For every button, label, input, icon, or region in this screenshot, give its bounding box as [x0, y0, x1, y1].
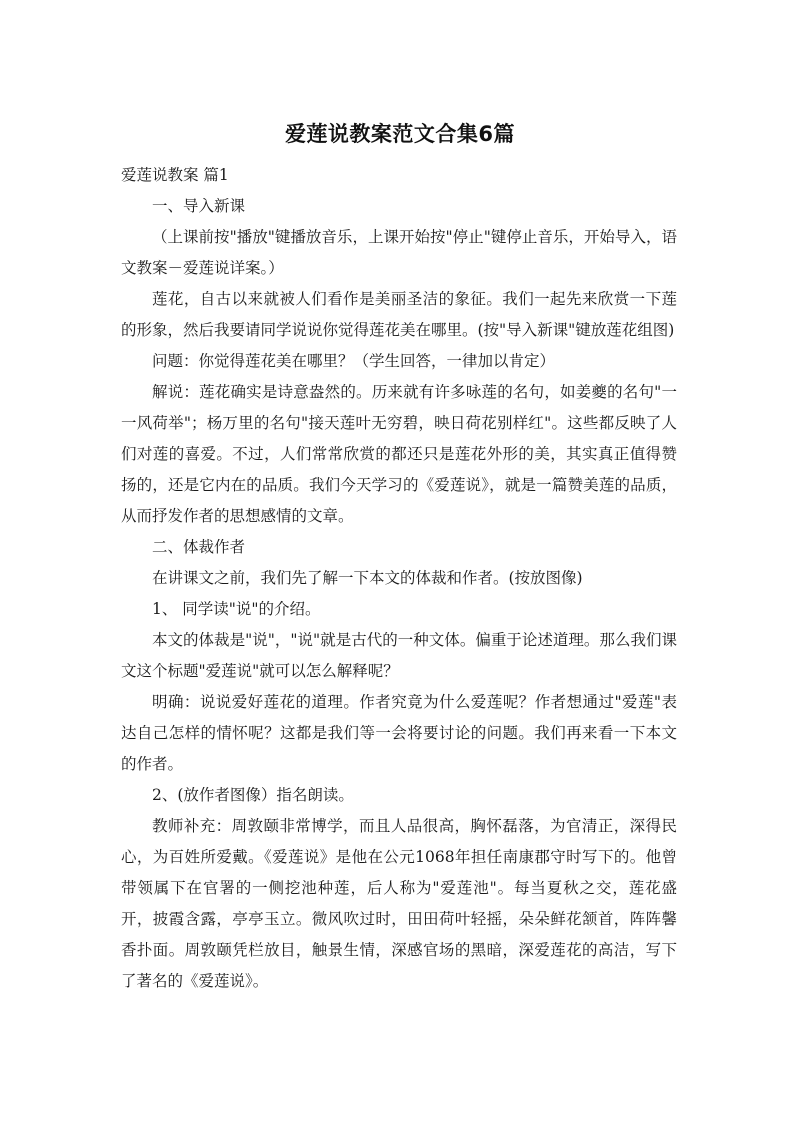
- paragraph-question: 问题：你觉得莲花美在哪里？（学生回答，一律加以肯定）: [152, 352, 556, 370]
- document-title: 爱莲说教案范文合集6篇: [284, 122, 516, 146]
- paragraph-teacher-supplement: 教师补充：周敦颐非常博学，而且人品很高，胸怀磊落，为官清正，深得民心，为百姓所爱戴。《爱莲说》是他在公元1068年担任南康郡守时写下的。他曾带领属下在官署的一侧挖池种莲，后人称为"爱莲池"。每当夏秋之交，莲花盛开，披霞含露，亭亭玉立。微风吹过时，田田荷叶轻摇，朵朵鲜花颔首，阵阵馨香扑面。周敦颐凭栏放目，触景生情，深感官场的黑暗，深爱莲花的高洁，写下了著名的《爱莲说》。: [121, 817, 677, 990]
- paragraph-lotus-symbol: 莲花，自古以来就被人们看作是美丽圣洁的象征。我们一起先来欣赏一下莲的形象，然后我要请同学说说你觉得莲花美在哪里。(按"导入新课"键放莲花组图): [121, 290, 677, 339]
- paragraph-music-instruction: （上课前按"播放"键播放音乐，上课开始按"停止"键停止音乐，开始导入，语文教案－爱莲说详案。）: [121, 228, 677, 277]
- list-item-read-intro: 1、 同学读"说"的介绍。: [152, 600, 321, 618]
- subheading-genre-author: 二、体裁作者: [152, 538, 246, 556]
- paragraph-genre: 本文的体裁是"说"，"说"就是古代的一种文体。偏重于论述道理。那么我们课文这个标题"爱莲说"就可以怎么解释呢？: [121, 631, 677, 680]
- section-heading: 爱莲说教案 篇1: [121, 166, 229, 184]
- list-item-author-image: 2、(放作者图像）指名朗读。: [152, 786, 354, 804]
- paragraph-explanation: 解说：莲花确实是诗意盎然的。历来就有许多咏莲的名句，如姜夔的名句"一一风荷举"；杨万里的名句"接天莲叶无穷碧，映日荷花别样红"。这些都反映了人们对莲的喜爱。不过，人们常常欣赏的都还只是莲花外形的美，其实真正值得赞扬的，还是它内在的品质。我们今天学习的《爱莲说》，就是一篇赞美莲的品质，从而抒发作者的思想感情的文章。: [121, 383, 677, 525]
- paragraph-clarify: 明确：说说爱好莲花的道理。作者究竟为什么爱莲呢？作者想通过"爱莲"表达自己怎样的情怀呢？这都是我们等一会将要讨论的问题。我们再来看一下本文的作者。: [121, 693, 677, 773]
- paragraph-before-lesson: 在讲课文之前，我们先了解一下本文的体裁和作者。(按放图像): [152, 569, 583, 587]
- subheading-intro: 一、导入新课: [152, 197, 246, 215]
- document-body: [121, 160, 677, 997]
